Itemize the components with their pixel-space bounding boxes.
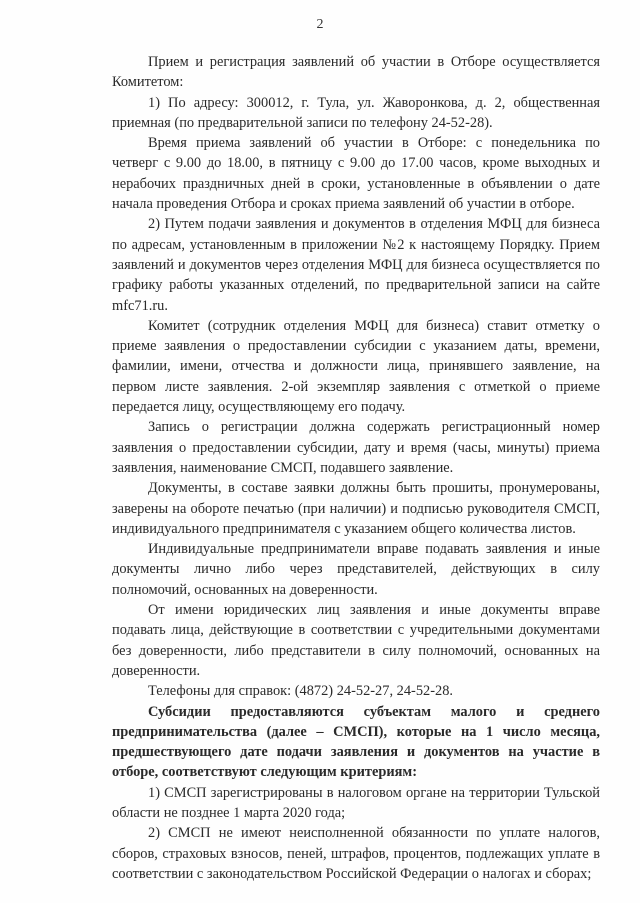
page-number: 2 [316,17,324,32]
criterion-item: 2) СМСП не имеют неисполненной обязанности по уплате налогов, сборов, страховых взносов, пеней, штрафов, процентов, подлежащих уплате в соответствии с законодательством Российской Федерации о налогах и сборах; [112,825,600,882]
paragraph: 2) Путем подачи заявления и документов в отделения МФЦ для бизнеса по адресам, установленным в приложении №2 к настоящему Порядку. Прием заявлений и документов через отделения МФЦ для бизнеса осуществляется по графику работы указанных отделений, по предварительной записи на сайте mfc71.ru. [112,216,600,314]
paragraph: 1) По адресу: 300012, г. Тула, ул. Жаворонкова, д. 2, общественная приемная (по предварительной записи по телефону 24-52-28). [112,94,600,131]
paragraph: Документы, в составе заявки должны быть прошиты, пронумерованы, заверены на обороте печатью (при наличии) и подписью руководителя СМСП, индивидуального предпринимателя с указанием общего количества листов. [112,480,600,537]
paragraph: Время приема заявлений об участии в Отборе: с понедельника по четверг с 9.00 до 18.00, в пятницу с 9.00 до 17.00 часов, кроме выходных и нерабочих праздничных дней в сроки, установленные в объявлении о дате начала проведения Отбора и сроках приема заявлений об участии в отборе. [112,135,600,213]
paragraph: Телефоны для справок: (4872) 24-52-27, 24-52-28. [148,683,453,700]
paragraph: От имени юридических лиц заявления и иные документы вправе подавать лица, действующие в соответствии с учредительными документами без доверенности, либо представители в силу полномочий, основанных на доверенности. [112,602,600,679]
bold-paragraph: Субсидии предоставляются субъектам малого и среднего предпринимательства (далее – СМСП), которые на 1 число месяца, предшествующего дате подачи заявления и документов на участие в отборе, соответствуют следующим критериям: [112,703,600,781]
document-body [112,52,600,884]
paragraph: Запись о регистрации должна содержать регистрационный номер заявления о предоставлении субсидии, дату и время (часы, минуты) приема заявления, наименование СМСП, подавшего заявление. [112,419,600,476]
paragraph: Индивидуальные предприниматели вправе подавать заявления и иные документы лично либо через представителей, действующих в силу полномочий, основанных на доверенности. [112,541,600,598]
paragraph: Прием и регистрация заявлений об участии в Отборе осуществляется Комитетом: [112,54,600,91]
criterion-item: 1) СМСП зарегистрированы в налоговом органе на территории Тульской области не позднее 1 марта 2020 года; [112,784,600,821]
paragraph: Комитет (сотрудник отделения МФЦ для бизнеса) ставит отметку о приеме заявления о предоставлении субсидии с указанием даты, времени, фамилии, имени, отчества и должности лица, принявшего заявление, на первом листе заявления. 2-ой экземпляр заявления с отметкой о приеме передается лицу, осуществляющему его подачу. [112,317,600,416]
